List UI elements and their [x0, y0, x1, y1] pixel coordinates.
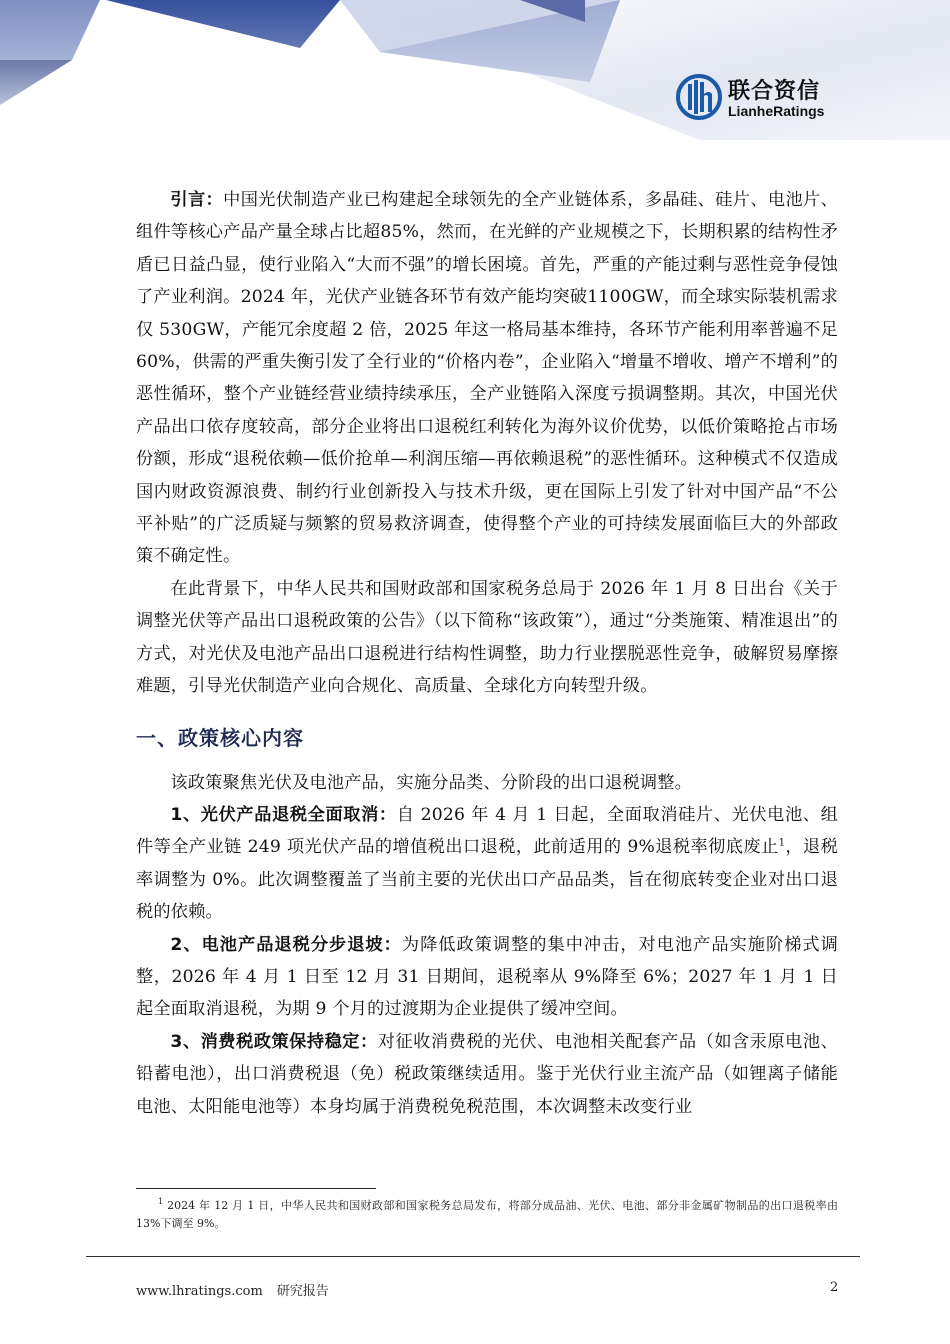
policy-item-battery — [136, 929, 838, 1026]
company-logo — [676, 74, 856, 124]
intro-text: 中国光伏制造产业已构建起全球领先的全产业链体系，多晶硅、硅片、电池片、组件等核心产品产量全球占比超85%，然而，在光鲜的产业规模之下，长期积累的结构性矛盾已日益凸显，使行业陷入“大而不强”的增长困境。首先，严重的产能过剩与恶性竞争侵蚀了产业利润。2024 年，光伏产业链各环节有效产能均突破1100GW，而全球实际装机需求仅 530GW，产能冗余度超 2 倍，2025 年这一格局基本维持，各环节产能利用率普遍不足 60%，供需的严重失衡引发了全行业的“价格内卷”，企业陷入“增量不增收、增产不增利”的恶性循环，整个产业链经营业绩持续承压，全产业链陷入深度亏损调整期。其次，中国光伏产品出口依存度较高，部分企业将出口退税红利转化为海外议价优势，以低价策略抢占市场份额，形成“退税依赖—低价抢单—利润压缩—再依赖退税”的恶性循环。这种模式不仅造成国内财政资源浪费、制约行业创新投入与技术升级，更在国际上引发了针对中国产品“不公平补贴”的广泛质疑与频繁的贸易救济调查，使得整个产业的可持续发展面临巨大的外部政策不确定性。 — [136, 190, 838, 567]
footnote-number: 1 — [158, 1197, 164, 1207]
footnote — [136, 1197, 838, 1233]
page-number: 2 — [830, 1280, 839, 1295]
footer-website-link[interactable]: www.lhratings.com — [136, 1284, 263, 1299]
footnote-ref[interactable]: 1 — [778, 837, 786, 849]
intro-label: 引言： — [170, 190, 224, 210]
logo-name-en: LianheRatings — [728, 103, 825, 119]
policy-item-text: 自 2026 年 4 月 1 日起，全面取消硅片、光伏电池、组件等全产业链 249 项光伏产品的增值税出口退税，此前适用的 9%退税率彻底废止 — [136, 804, 839, 858]
lh-circle-logo-icon — [676, 74, 722, 120]
footnote-text: 2024 年 12 月 1 日，中华人民共和国财政部和国家税务总局发布，将部分成品油、光伏、电池、部分非金属矿物制品的出口退税率由 13%下调至 9%。 — [136, 1199, 838, 1230]
section-heading: 一、政策核心内容 — [136, 725, 304, 750]
policy-item-consumption-tax — [136, 1026, 838, 1123]
footer-divider — [86, 1256, 860, 1257]
footnote-divider — [136, 1188, 376, 1189]
policy-item-text: 为降低政策调整的集中冲击，对电池产品实施阶梯式调整，2026 年 4 月 1 日至 12 月 31 日期间，退税率从 9%降至 6%；2027 年 1 月 1 日起全面取消退税，为期 9 个月的过渡期为企业提供了缓冲空间。 — [136, 934, 838, 1020]
policy-item-label: 3、消费税政策保持稳定： — [170, 1031, 378, 1052]
policy-item-text: ，退税率调整为 0%。此次调整覆盖了当前主要的光伏出口产品品类，旨在彻底转变企业对出口退税的依赖。 — [136, 837, 838, 923]
policy-item-pv — [136, 799, 838, 929]
background-paragraph: 在此背景下，中华人民共和国财政部和国家税务总局于 2026 年 1 月 8 日出台《关于调整光伏等产品出口退税政策的公告》（以下简称“该政策”），通过“分类施策、精准退出”的方式，对光伏及电池产品出口退税进行结构性调整，助力行业摆脱恶性竞争，破解贸易摩擦难题，引导光伏制造产业向合规化、高质量、全球化方向转型升级。 — [136, 578, 838, 697]
policy-item-label: 2、电池产品退税分步退坡： — [170, 934, 402, 955]
footer-info — [136, 1280, 329, 1299]
section-lead: 该政策聚焦光伏及电池产品，实施分品类、分阶段的出口退税调整。 — [170, 772, 693, 793]
logo-name-cn: 联合资信 — [728, 79, 821, 104]
policy-item-text: 对征收消费税的光伏、电池相关配套产品（如含汞原电池、铅蓄电池），出口消费税退（免）税政策继续适用。鉴于光伏行业主流产品（如锂离子储能电池、太阳能电池等）本身均属于消费税免税范围，本次调整未改变行业 — [136, 1031, 838, 1117]
intro-paragraph — [136, 184, 838, 573]
policy-item-label: 1、光伏产品退税全面取消： — [170, 804, 397, 825]
document-body — [136, 184, 838, 1123]
footer-report-type: 研究报告 — [276, 1284, 329, 1299]
